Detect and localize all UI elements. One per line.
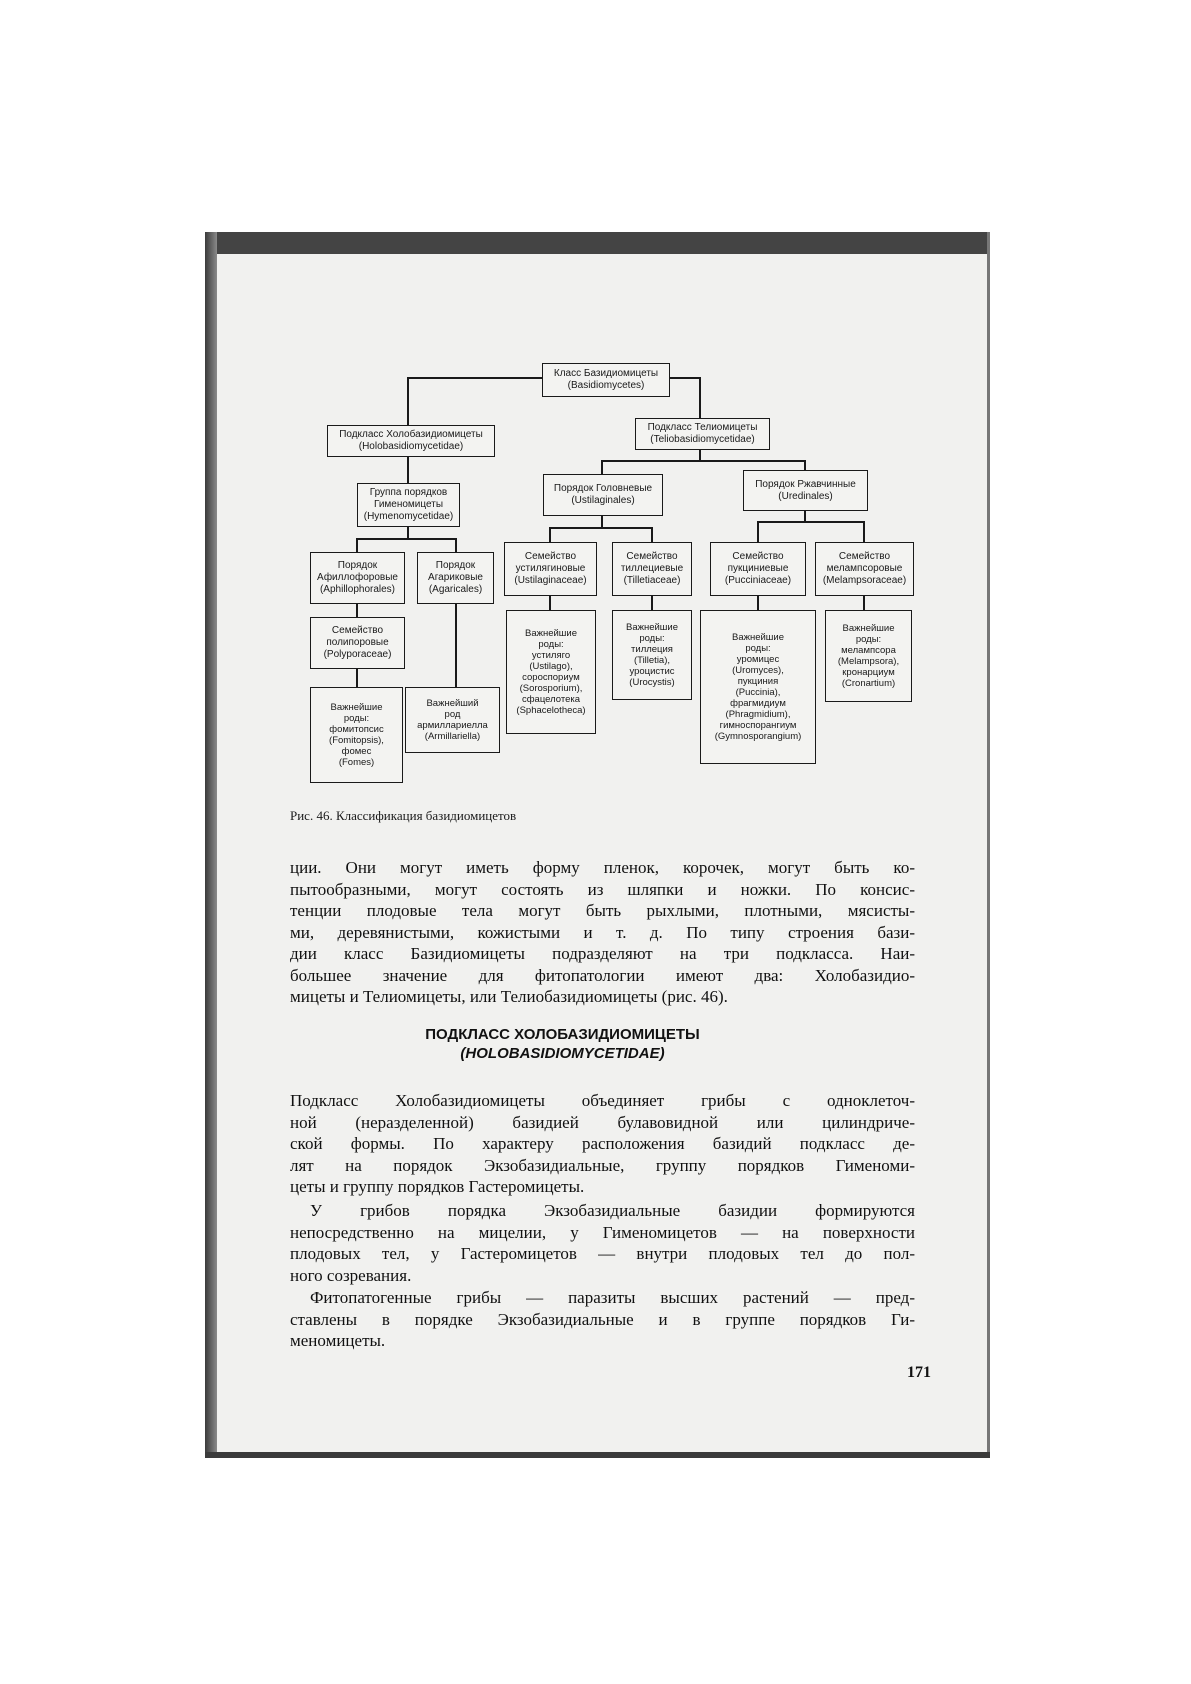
- node-order-uredinales: [743, 470, 868, 511]
- text-line: Подкласс Холобазидиомицеты объединяет грибы с одноклеточ-: [290, 1091, 915, 1110]
- node-line: устилягиновые: [515, 563, 586, 574]
- node-line: (Uredinales): [778, 490, 833, 502]
- node-class-basidiomycetes: [542, 363, 670, 397]
- node-line: фомес: [341, 746, 372, 757]
- node-genera-armillariella: [405, 687, 500, 753]
- node-line: кронарциум: [842, 667, 895, 678]
- node-genera-melampsoraceae: [825, 610, 912, 702]
- node-line: род: [444, 709, 461, 720]
- paragraph-2: [290, 1090, 915, 1198]
- text-line: большее значение для фитопатологии имеют два: Холобазидио-: [290, 965, 915, 985]
- node-genera-polyporaceae: [310, 687, 403, 783]
- node-line: Подкласс Холобазидиомицеты: [339, 429, 483, 440]
- node-line: Важнейшие: [625, 622, 679, 633]
- node-line: (Tilletiaceae): [623, 575, 681, 586]
- node-line: (Basidiomycetes): [567, 380, 645, 391]
- node-family-tilletiaceae: [612, 542, 692, 596]
- node-line: роды:: [538, 639, 564, 650]
- node-line: мелампсора: [841, 645, 896, 656]
- node-family-polyporaceae: [310, 617, 405, 669]
- node-order-agaricales: [417, 552, 494, 604]
- text-line: пытообразными, могут состоять из шляпки и ножки. По консис-: [290, 879, 915, 899]
- node-line: (Urocystis): [629, 677, 675, 688]
- node-line: (Sphacelotheca): [516, 705, 586, 716]
- text-line: ставлены в порядке Экзобазидиальные и в группе порядков Ги-: [290, 1309, 915, 1329]
- node-line: (Polyporaceae): [323, 649, 392, 660]
- node-family-pucciniaceae: [710, 542, 806, 596]
- node-line: тиллеция: [631, 644, 673, 655]
- paragraph-3: [290, 1200, 915, 1286]
- node-order-ustilaginales: [543, 474, 663, 516]
- node-line: (Ustilaginaceae): [514, 575, 587, 586]
- text-line: У грибов порядка Экзобазидиальные базидии формируются: [310, 1201, 915, 1220]
- node-line: Порядок: [435, 560, 476, 571]
- text-line: ного созревания.: [290, 1265, 412, 1285]
- node-line: роды:: [639, 633, 665, 644]
- node-line: (Armillariella): [424, 731, 481, 742]
- node-line: армиллариелла: [417, 720, 488, 731]
- text-line: цеты и группу порядков Гастеромицеты.: [290, 1177, 585, 1196]
- node-line: Важнейшие: [330, 702, 383, 713]
- text-line: ской формы. По характеру расположения базидий подкласс де-: [290, 1134, 915, 1153]
- text-line: меномицеты.: [290, 1331, 386, 1350]
- node-line: (Pucciniaceae): [724, 575, 792, 586]
- node-line: роды:: [745, 643, 771, 654]
- node-line: Семейство: [524, 551, 577, 562]
- paragraph-1: [290, 857, 915, 1008]
- node-order-aphillophorales: [310, 552, 405, 604]
- node-genera-tilletiaceae: [612, 610, 692, 700]
- node-line: (Tilletia),: [633, 655, 671, 666]
- section-heading-latin: (HOLOBASIDIOMYCETIDAE): [460, 1045, 665, 1062]
- node-line: (Teliobasidiomycetidae): [650, 434, 755, 445]
- node-genera-pucciniaceae: [700, 610, 816, 764]
- node-line: Афиллофоровые: [317, 572, 398, 583]
- node-family-melampsoraceae: [815, 542, 914, 596]
- node-line: устиляго: [531, 650, 571, 661]
- node-line: Семейство: [331, 625, 384, 636]
- node-line: Важнейшие: [524, 628, 578, 639]
- node-line: (Ustilago),: [529, 661, 573, 672]
- text-line: Фитопатогенные грибы — паразиты высших растений — пред-: [310, 1288, 915, 1307]
- text-line: мицеты и Телиомицеты, или Телиобазидиомицеты (рис. 46).: [290, 987, 728, 1006]
- node-line: Важнейший: [426, 698, 479, 709]
- node-line: (Gymnosporangium): [714, 731, 802, 742]
- node-line: сороспориум: [522, 672, 580, 683]
- node-line: тиллециевые: [620, 563, 684, 574]
- node-group-hymenomycetidae: [357, 483, 460, 527]
- text-line: непосредственно на мицелии, у Гименомицетов — на поверхности: [290, 1222, 915, 1242]
- node-line: Порядок: [337, 560, 378, 571]
- node-line: (Melampsora),: [837, 656, 900, 667]
- node-line: роды:: [343, 713, 370, 724]
- node-line: уромицес: [736, 654, 780, 665]
- scan-shadow-top: [205, 232, 990, 254]
- node-line: (Hymenomycetidae): [363, 511, 454, 522]
- node-line: сфацелотека: [521, 694, 581, 705]
- text-line: лят на порядок Экзобазидиальные, группу порядков Гименоми-: [290, 1155, 915, 1175]
- node-line: (Phragmidium),: [725, 709, 791, 720]
- node-line: (Puccinia),: [735, 687, 781, 698]
- node-line: пукциниевые: [727, 563, 789, 574]
- figure-caption: Рис. 46. Классификация базидиомицетов: [290, 808, 517, 823]
- text-line: дии класс Базидиомицеты подразделяют на три подкласса. Наи-: [290, 944, 915, 963]
- node-line: Порядок Ржавчинные: [755, 478, 856, 490]
- node-line: (Aphillophorales): [319, 584, 396, 595]
- book-spine-shadow: [205, 232, 217, 1458]
- node-line: Важнейшие: [731, 632, 785, 643]
- node-line: Семейство: [732, 551, 784, 562]
- node-line: (Fomitopsis),: [329, 735, 384, 746]
- node-line: (Ustilaginales): [571, 495, 635, 506]
- section-heading: [290, 1025, 835, 1063]
- node-line: Класс Базидиомицеты: [553, 368, 659, 379]
- node-line: мелампсоровые: [826, 563, 903, 574]
- node-line: (Fomes): [338, 757, 375, 768]
- text-line: тенции плодовые тела могут быть рыхлыми, плотными, мясисты-: [290, 901, 915, 920]
- section-heading-title: ПОДКЛАСС ХОЛОБАЗИДИОМИЦЕТЫ: [425, 1026, 700, 1043]
- node-line: полипоровые: [326, 637, 389, 648]
- node-line: гимноспорангиум: [719, 720, 797, 731]
- node-line: Группа порядков: [369, 487, 448, 498]
- node-line: (Cronartium): [841, 678, 896, 689]
- node-line: фрагмидиум: [730, 698, 786, 709]
- scan-shadow-right: [987, 232, 990, 1458]
- node-subclass-teliobasidiomycetidae: [635, 418, 770, 450]
- node-subclass-holobasidiomycetidae: [327, 425, 495, 457]
- text-line: плодовых тел, у Гастеромицетов — внутри плодовых тел до пол-: [290, 1244, 915, 1263]
- node-line: Семейство: [626, 551, 678, 562]
- node-line: Подкласс Телиомицеты: [647, 422, 758, 433]
- node-line: Агариковые: [428, 572, 483, 583]
- text-line: ной (неразделенной) базидией булавовидной или цилиндриче-: [290, 1112, 915, 1132]
- node-line: Гименомицеты: [373, 499, 444, 510]
- node-family-ustilaginaceae: [504, 542, 597, 596]
- node-line: пукциния: [737, 676, 779, 687]
- node-line: (Agaricales): [428, 584, 483, 595]
- node-line: (Sorosporium),: [519, 683, 583, 694]
- node-line: (Uromyces),: [732, 665, 784, 676]
- page-number: 171: [907, 1364, 931, 1381]
- node-line: (Holobasidiomycetidae): [358, 441, 464, 452]
- node-line: роды:: [855, 634, 882, 645]
- text-line: ми, деревянистыми, кожистыми и т. д. По типу строения бази-: [290, 922, 915, 942]
- node-line: фомитопсис: [329, 724, 384, 735]
- paragraph-4: [290, 1287, 915, 1352]
- node-line: (Melampsoraceae): [822, 575, 907, 586]
- scan-shadow-bottom: [205, 1452, 990, 1458]
- text-line: ции. Они могут иметь форму пленок, корочек, могут быть ко-: [290, 858, 915, 877]
- node-line: Семейство: [838, 551, 891, 562]
- node-genera-ustilaginaceae: [506, 610, 596, 734]
- node-line: уроцистис: [629, 666, 675, 677]
- node-line: Порядок Головневые: [553, 483, 653, 494]
- node-line: Важнейшие: [842, 623, 895, 634]
